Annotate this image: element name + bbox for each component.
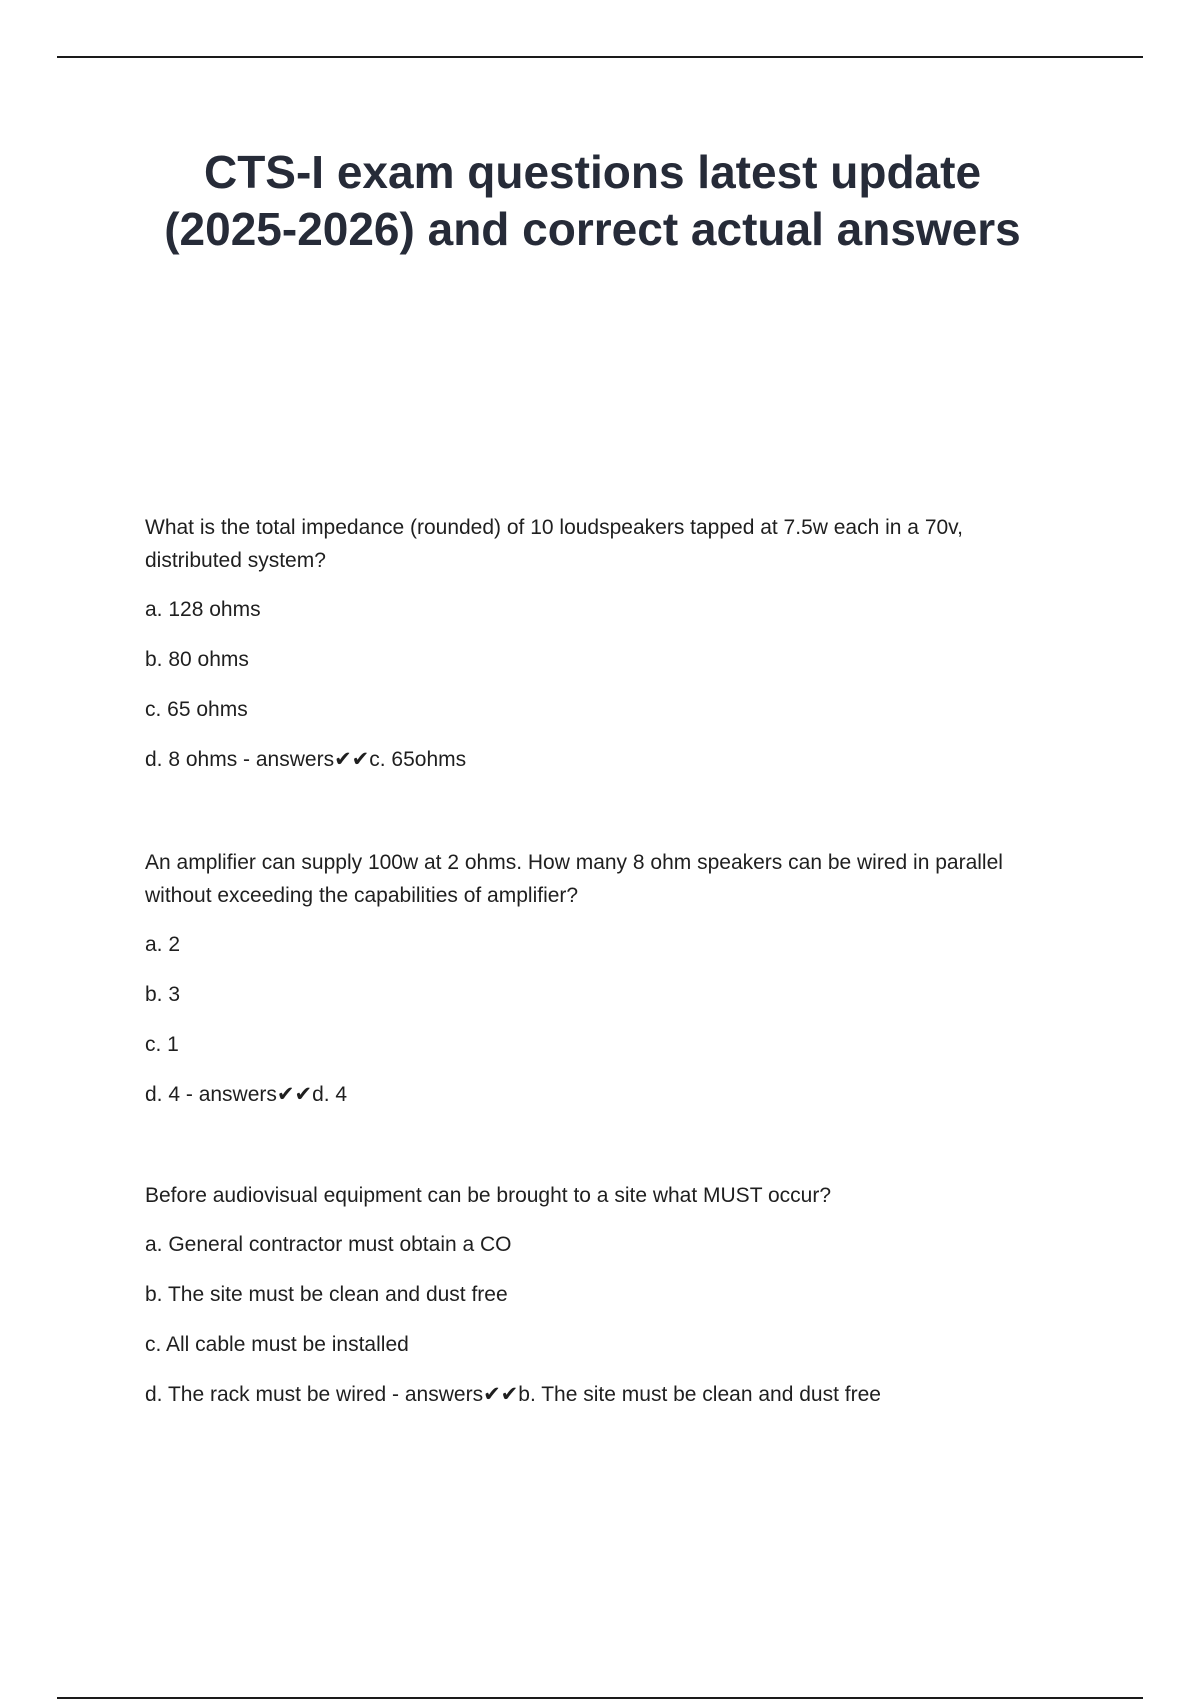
answer-option: c. All cable must be installed: [145, 1333, 409, 1356]
answer-option: a. 128 ohms: [145, 598, 261, 621]
question-text: What is the total impedance (rounded) of 10 loudspeakers tapped at 7.5w each in a 70v, distributed system?: [145, 516, 963, 572]
answer-option: b. 3: [145, 983, 181, 1006]
question-block: [145, 846, 1065, 1111]
answer-option: a. General contractor must obtain a CO: [145, 1233, 512, 1256]
question-text: Before audiovisual equipment can be brought to a site what MUST occur?: [145, 1184, 832, 1207]
question-block: [145, 1179, 1065, 1411]
answer-option: b. The site must be clean and dust free: [145, 1283, 508, 1306]
answer-option: c. 1: [145, 1033, 179, 1056]
answer-option: c. 65 ohms: [145, 698, 248, 721]
answer-option: a. 2: [145, 933, 181, 956]
answer-option-with-answer: d. 4 - answers✔✔d. 4: [145, 1083, 348, 1106]
answer-option: b. 80 ohms: [145, 648, 249, 671]
header-rule: [57, 56, 1143, 58]
question-block: [145, 511, 1065, 776]
footer-rule: [57, 1697, 1143, 1699]
answer-option-with-answer: d. 8 ohms - answers✔✔c. 65ohms: [145, 748, 467, 771]
document-title: CTS-I exam questions latest update (2025-2026) and correct actual answers: [164, 146, 1021, 255]
answer-option-with-answer: d. The rack must be wired - answers✔✔b. The site must be clean and dust free: [145, 1383, 881, 1406]
question-text: An amplifier can supply 100w at 2 ohms. How many 8 ohm speakers can be wired in parallel without exceeding the capabilities of amplifier?: [145, 851, 1003, 907]
